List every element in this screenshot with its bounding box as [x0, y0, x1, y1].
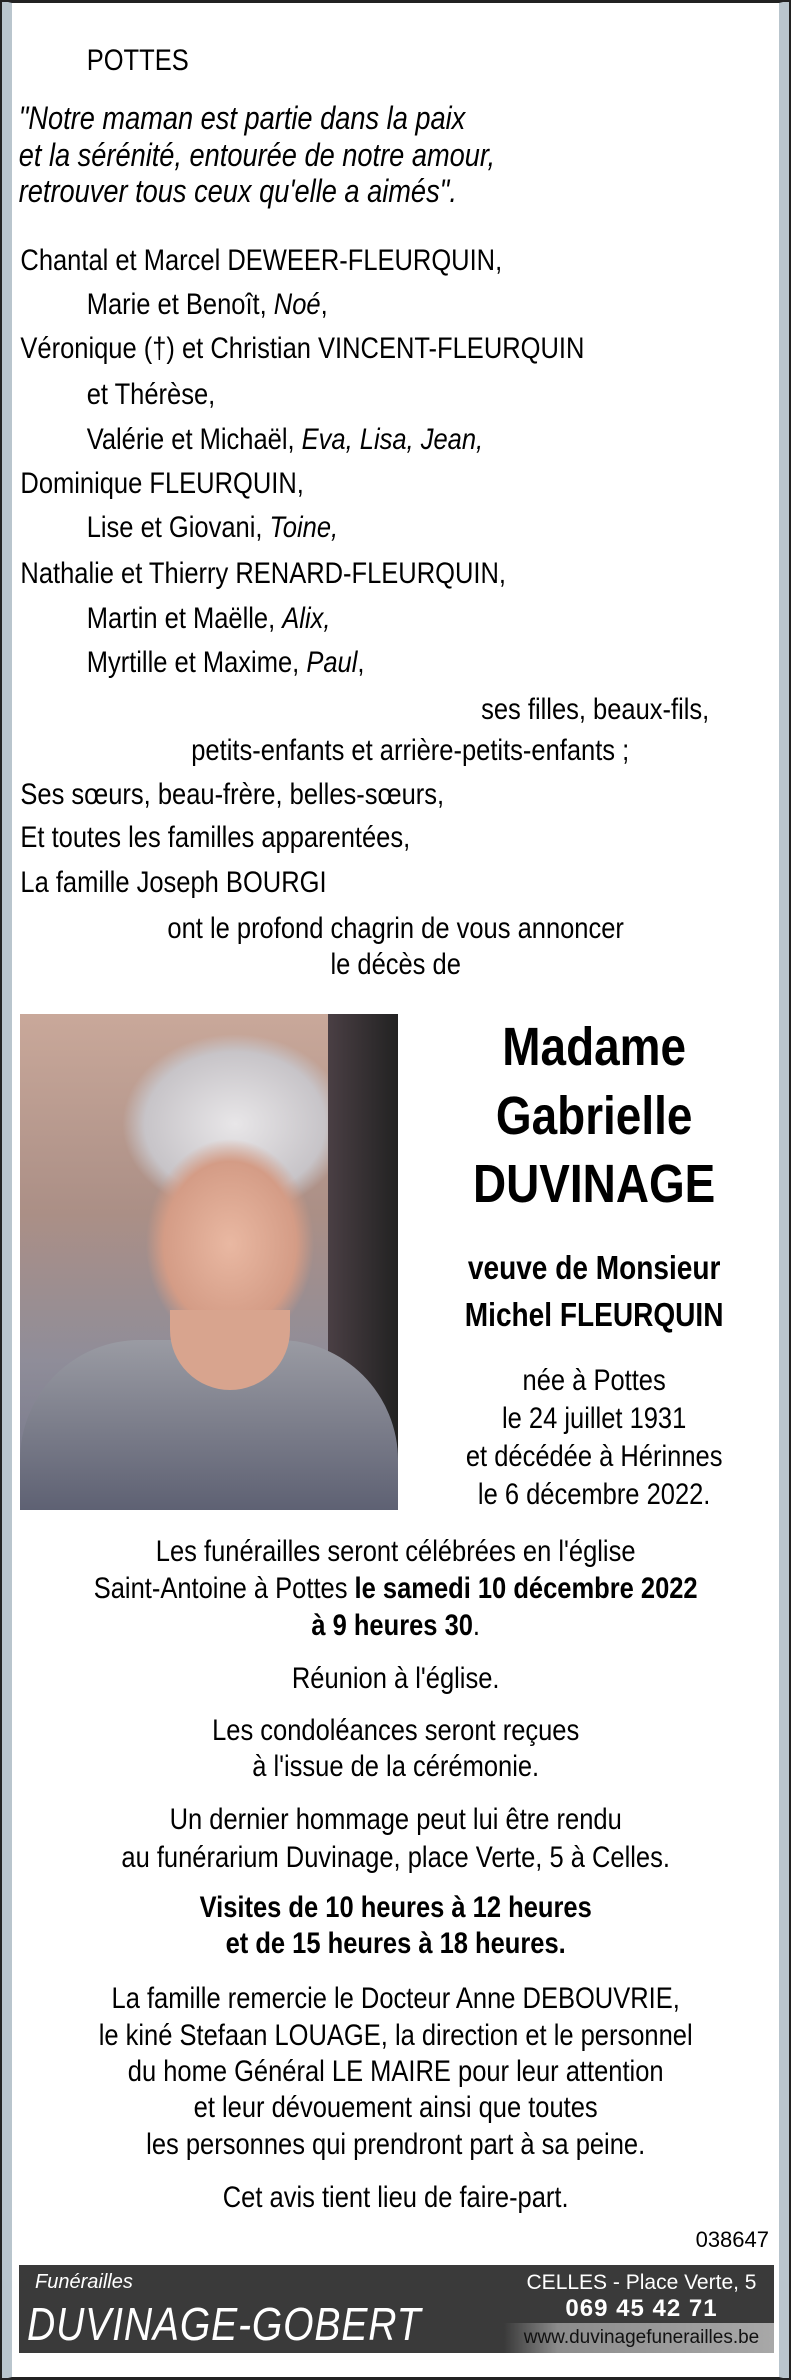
funeral-home-banner — [19, 2265, 774, 2353]
thanks-line: et leur dévouement ainsi que toutes — [193, 2091, 598, 2124]
quote-line: "Notre maman est partie dans la paix — [18, 100, 466, 136]
visits-line: et de 15 heures à 18 heures. — [225, 1927, 566, 1960]
death-line: le 6 décembre 2022. — [477, 1478, 711, 1511]
thanks-line: du home Général LE MAIRE pour leur attention — [127, 2055, 664, 2088]
funeral-home-logo: DUVINAGE-GOBERT — [27, 2298, 422, 2350]
family-line: et Thérèse, — [86, 378, 216, 411]
widow-line: veuve de Monsieur — [467, 1249, 721, 1286]
family-line: Martin et Maëlle, Alix, — [86, 602, 331, 635]
notice-line: Cet avis tient lieu de faire-part. — [222, 2181, 569, 2214]
condolences-line: Les condoléances seront reçues — [212, 1714, 580, 1747]
announcement-line: le décès de — [330, 948, 461, 981]
thanks-line: La famille remercie le Docteur Anne DEBOUVRIE, — [111, 1982, 680, 2015]
family-line: Valérie et Michaël, Eva, Lisa, Jean, — [86, 423, 484, 456]
visits-line: Visites de 10 heures à 12 heures — [199, 1891, 592, 1924]
banner-label: Funérailles — [35, 2271, 133, 2293]
announcement-line: ont le profond chagrin de vous annoncer — [167, 912, 624, 945]
reference-number: 038647 — [695, 2227, 769, 2252]
funeral-home-address: CELLES - Place Verte, 5 — [526, 2271, 757, 2294]
deceased-title: Madame — [502, 1017, 686, 1077]
quote-line: et la sérénité, entourée de notre amour, — [18, 137, 496, 173]
family-line: Nathalie et Thierry RENARD-FLEURQUIN, — [20, 557, 506, 590]
family-line: ses filles, beaux-fils, — [481, 693, 710, 726]
family-line: Dominique FLEURQUIN, — [20, 467, 304, 500]
death-line: et décédée à Hérinnes — [465, 1440, 723, 1473]
birth-line: née à Pottes — [522, 1364, 666, 1397]
funeral-line: Saint-Antoine à Pottes le samedi 10 décembre 2022 — [93, 1572, 698, 1605]
condolences-line: à l'issue de la cérémonie. — [252, 1750, 540, 1783]
birth-line: le 24 juillet 1931 — [501, 1402, 687, 1435]
family-line: petits-enfants et arrière-petits-enfants ; — [191, 734, 630, 767]
deceased-last-name: DUVINAGE — [473, 1154, 716, 1214]
family-line: Marie et Benoît, Noé, — [86, 288, 328, 321]
family-line: Ses sœurs, beau-frère, belles-sœurs, — [20, 778, 445, 811]
family-line: Véronique (†) et Christian VINCENT-FLEURQUIN — [20, 332, 585, 365]
deceased-first-name: Gabrielle — [495, 1086, 693, 1146]
funeral-line: Les funérailles seront célébrées en l'église — [155, 1535, 636, 1568]
reunion-line: Réunion à l'église. — [291, 1662, 500, 1695]
funeral-home-website[interactable]: www.duvinagefunerailles.be — [523, 2327, 760, 2348]
thanks-line: les personnes qui prendront part à sa peine. — [146, 2128, 646, 2161]
tribute-line: au funérarium Duvinage, place Verte, 5 à Celles. — [121, 1841, 670, 1874]
family-line: Et toutes les familles apparentées, — [20, 821, 411, 854]
location: POTTES — [86, 44, 189, 77]
quote-line: retrouver tous ceux qu'elle a aimés". — [18, 173, 457, 209]
family-line: Myrtille et Maxime, Paul, — [86, 646, 365, 679]
family-line: Chantal et Marcel DEWEER-FLEURQUIN, — [20, 244, 503, 277]
family-line: Lise et Giovani, Toine, — [86, 511, 339, 544]
widow-line: Michel FLEURQUIN — [464, 1296, 724, 1333]
thanks-line: le kiné Stefaan LOUAGE, la direction et le personnel — [98, 2019, 693, 2052]
funeral-home-phone[interactable]: 069 45 42 71 — [565, 2295, 718, 2322]
family-line: La famille Joseph BOURGI — [20, 866, 327, 899]
funeral-line: à 9 heures 30. — [311, 1609, 481, 1642]
deceased-photo — [20, 1014, 398, 1510]
tribute-line: Un dernier hommage peut lui être rendu — [169, 1803, 622, 1836]
